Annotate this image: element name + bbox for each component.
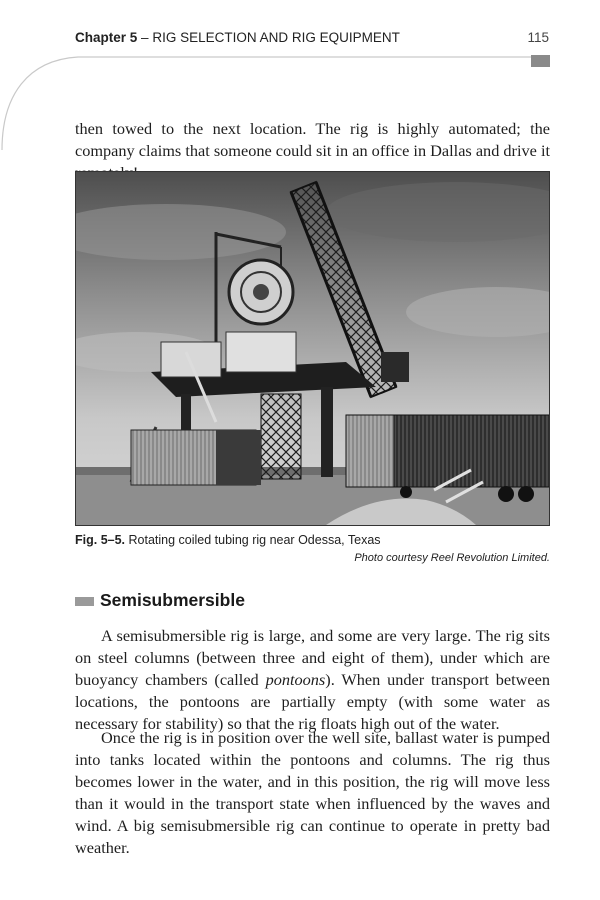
italic-term: pontoons: [265, 670, 326, 689]
chapter-label: Chapter 5: [75, 30, 138, 45]
rig-photo-illustration: [76, 172, 549, 525]
body-paragraph-2: Once the rig is in position over the well site, ballast water is pumped into tanks located within the pontoons and columns. The rig thus becomes lower in the water, and in this position, the rig will move less than it would in the transport state when influenced by the waves and wind. A big semisubmersible rig can continue to operate in pretty bad weather.: [75, 728, 550, 857]
photo-credit: Photo courtesy Reel Revolution Limited.: [354, 552, 550, 564]
figure-caption-text: Rotating coiled tubing rig near Odessa, Texas: [128, 533, 381, 547]
chapter-title: RIG SELECTION AND RIG EQUIPMENT: [152, 30, 400, 45]
body-paragraph-1: [75, 625, 550, 735]
intro-paragraph: then towed to the next location. The rig is highly automated; the company claims that someone could sit in an office in Dallas and drive it: [75, 119, 550, 160]
corner-tab-marker: [531, 55, 550, 67]
figure-caption: [75, 533, 381, 547]
paragraph-1-end: ). When under transport between locations, the pontoons are partially empty (with some water as necessary for stability) so that the rig floats high out of the water.: [75, 670, 550, 733]
paragraph-1-start: A semisubmersible rig is large, and some are very large. The rig sits on steel columns (between three and eight of them), under which are buoyancy chambers (called: [75, 626, 550, 689]
header-separator: –: [141, 30, 149, 45]
page-number: 115: [527, 30, 549, 45]
section-heading: Semisubmersible: [100, 590, 245, 610]
section-heading-marker: [75, 597, 94, 606]
figure-label: Fig. 5–5.: [75, 533, 126, 547]
figure-photo: [75, 171, 550, 526]
